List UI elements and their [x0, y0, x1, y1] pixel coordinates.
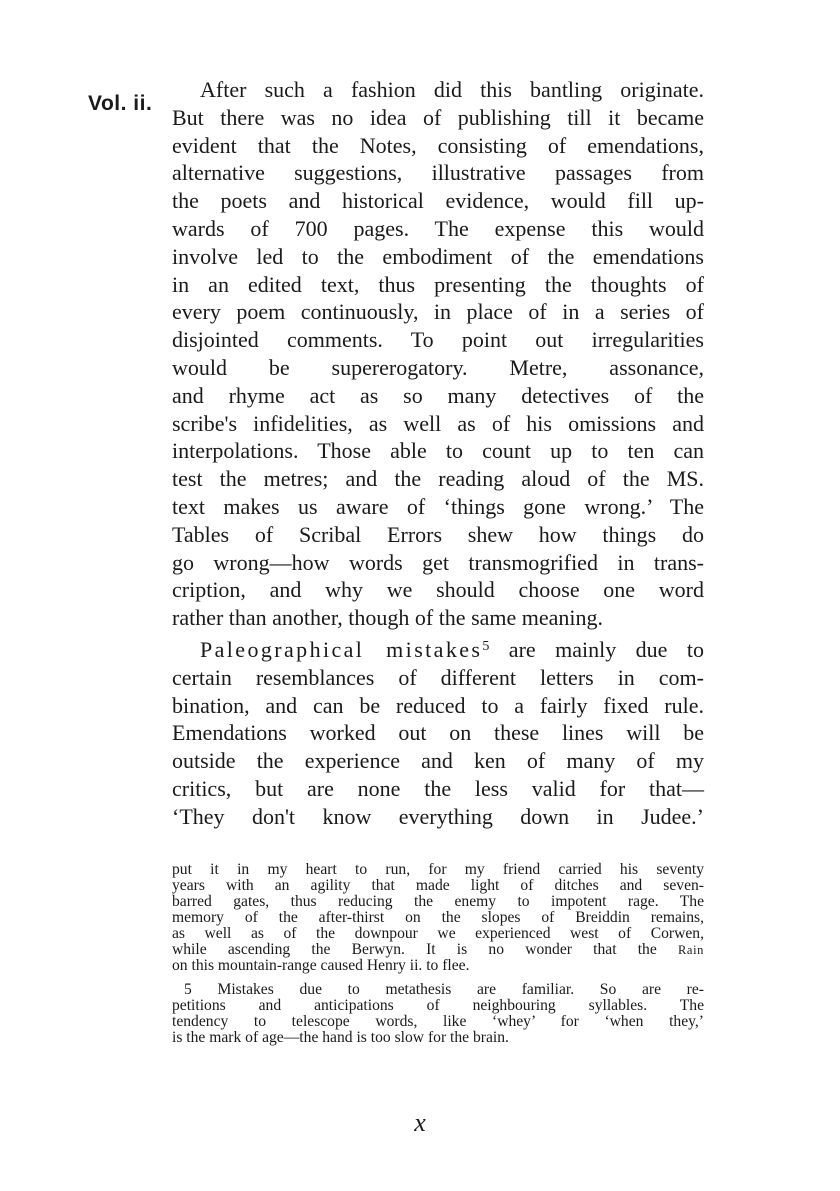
text-line: But there was no idea of publishing till it became: [172, 104, 704, 130]
text-fragment: while ascending the Berwyn. It is no wonder that the: [172, 941, 678, 958]
small-caps-word: Rain: [677, 943, 704, 957]
text-fragment: are mainly due to: [489, 636, 704, 662]
footnote-continuation: [172, 862, 704, 974]
text-line: go wrong—how words get transmogrified in trans-: [172, 549, 704, 575]
text-line: involve led to the embodiment of the emendations: [172, 243, 704, 269]
text-line: ‘They don't know everything down in Judee.’: [172, 803, 704, 829]
text-line: and rhyme act as so many detectives of the: [172, 382, 704, 408]
footnote-line: tendency to telescope words, like ‘whey’ for ‘when they,’: [172, 1013, 704, 1030]
text-line: would be supererogatory. Metre, assonance,: [172, 354, 704, 380]
main-text: [172, 76, 704, 831]
text-line: the poets and historical evidence, would fill up-: [172, 188, 704, 214]
footnote-line: put it in my heart to run, for my friend carried his seventy: [172, 861, 704, 878]
text-line: cription, and why we should choose one word: [172, 577, 704, 603]
text-line: bination, and can be reduced to a fairly fixed rule.: [172, 692, 704, 718]
footnote-line: barred gates, thus reducing the enemy to impotent rage. The: [172, 893, 704, 910]
footnote-line: on this mountain-range caused Henry ii. to flee.: [172, 957, 470, 974]
text-line: After such a fashion did this bantling originate.: [200, 77, 704, 102]
text-line: wards of 700 pages. The expense this would: [172, 215, 704, 241]
text-line: outside the experience and ken of many of my: [172, 748, 704, 774]
footnote-line: years with an agility that made light of ditches and seven-: [172, 877, 704, 894]
text-line: scribe's infidelities, as well as of his omissions and: [172, 410, 704, 436]
footnotes: [172, 862, 704, 1046]
footnote-line: memory of the after-thirst on the slopes of Breiddin remains,: [172, 909, 704, 926]
text-line: critics, but are none the less valid for that—: [172, 775, 704, 801]
text-line: evident that the Notes, consisting of emendations,: [172, 132, 704, 158]
footnote-line: 5 Mistakes due to metathesis are familiar. So are re-: [184, 981, 704, 998]
footnote-5: [172, 982, 704, 1046]
paragraph-1: [172, 76, 704, 632]
footnote-line: [172, 942, 704, 958]
text-line: certain resemblances of different letters in com-: [172, 664, 704, 690]
text-line: Tables of Scribal Errors shew how things do: [172, 521, 704, 547]
emphasis-word: Paleographical mistakes: [200, 636, 483, 662]
text-line: Emendations worked out on these lines will be: [172, 720, 704, 746]
footnote-line: petitions and anticipations of neighbouring syllables. The: [172, 997, 704, 1014]
text-line: test the metres; and the reading aloud of the MS.: [172, 466, 704, 492]
text-line: alternative suggestions, illustrative passages from: [172, 160, 704, 186]
text-line: in an edited text, thus presenting the thoughts of: [172, 271, 704, 297]
text-line: interpolations. Those able to count up to ten can: [172, 438, 704, 464]
paragraph-2: [172, 636, 704, 831]
volume-margin-label: Vol. ii.: [88, 92, 153, 115]
footnote-line: as well as of the downpour we experienced west of Corwen,: [172, 925, 704, 942]
text-line: rather than another, though of the same meaning.: [172, 605, 604, 631]
page-number: x: [414, 1108, 426, 1137]
text-line: disjointed comments. To point out irregularities: [172, 327, 704, 353]
text-line: every poem continuously, in place of in a series of: [172, 299, 704, 325]
footnote-line: is the mark of age—the hand is too slow for the brain.: [172, 1029, 509, 1046]
text-line: text makes us aware of ‘things gone wrong.’ The: [172, 493, 704, 519]
text-line: [172, 636, 704, 664]
footnote-reference: 5: [482, 638, 490, 654]
